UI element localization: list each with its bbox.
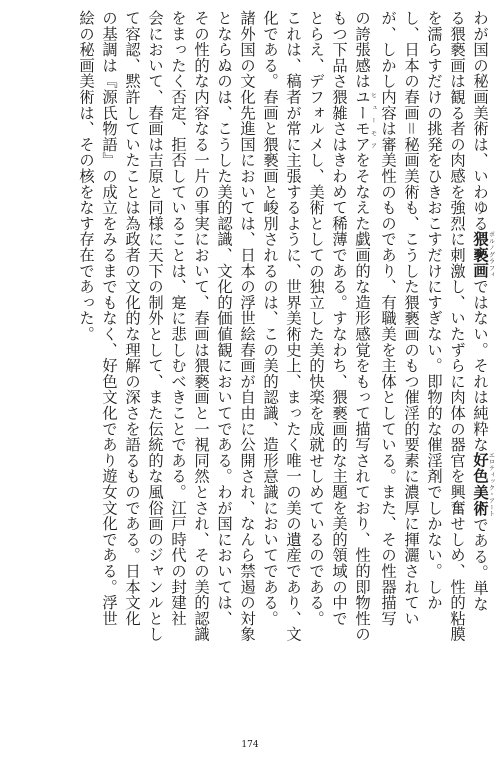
- text-segment: の誇張感は: [353, 10, 371, 89]
- text-line: る猥褻画は観る者の肉感を強烈に刺激し、いたずらに肉体の器官を興奮せしめ、性的粘膜: [448, 10, 466, 642]
- page-number: 174: [241, 740, 259, 750]
- text-line: これは、稿者が常に主張するように、世界美術史上、まったく唯一の美の遺産であり、文: [284, 10, 302, 642]
- keyword-text: ユーモア: [353, 89, 371, 153]
- keyword-pornography: [471, 231, 495, 279]
- text-line: [350, 10, 376, 712]
- text-line: [468, 10, 494, 712]
- text-line: を濡らすだけの挑発をひきおこすだけにすぎない。即物的な催淫剤でしかない。しか: [425, 10, 443, 611]
- text-line: が、しかし内容は審美性のものであり、有職美を主体としている。また、その性器描写: [379, 10, 397, 627]
- text-segment: である。単な: [471, 516, 489, 612]
- text-segment: ではない。それは純粋な: [471, 278, 489, 453]
- text-line: もつ下品さ猥雑さはきわめて稀薄である。すなわち、猥褻画的な主題を美的領域の中で: [330, 10, 348, 627]
- ruby-reading: ヒューモア: [369, 89, 377, 153]
- keyword-humor: [353, 89, 377, 153]
- text-line: とならぬのは、こうした美的認識、文化的価値観においてである。わが国においては、: [215, 10, 233, 627]
- text-line: 絵の秘画美術は、その核をなす存在であった。: [77, 10, 95, 342]
- text-line: て容認、黙許していたことは為政者の文化的な理解の深さを語るものである。日本文化: [123, 10, 141, 627]
- text-line: その性的な内容なる一片の事実において、春画は猥褻画と一視同然とされ、その美的認識: [192, 10, 210, 642]
- text-segment: をそなえた戯画的な造形感覚をもって描写されており、性的即物性の: [353, 152, 371, 643]
- text-line: し、日本の春画＝秘画美術も、こうした猥褻画のもつ催淫的要素に濃厚に揮灑されてい: [402, 10, 420, 627]
- text-line: 会において、春画は吉原と同様に天下の制外として、また伝統的な風俗画のジャンルとし: [146, 10, 164, 642]
- keyword-text: 好色美術: [471, 452, 489, 518]
- text-line: 諸外国の文化先進国においては、日本の浮世絵春画が自由に公開され、なんら禁遏の対象: [238, 10, 256, 642]
- ruby-reading: エロティック・アート: [487, 452, 495, 518]
- text-line: の基調は『源氏物語』の成立をみるまでもなく、好色文化であり遊女文化である。浮世: [100, 10, 118, 627]
- text-line: 化である。春画と猥褻画と峻別されるのは、この美的認識、造形意識においてである。: [261, 10, 279, 627]
- text-segment: わが国の秘画美術は、いわゆる: [471, 10, 489, 232]
- ruby-reading: ポルノグラフィ: [487, 231, 495, 279]
- body-text: [74, 10, 494, 712]
- keyword-erotic-art: [471, 452, 495, 518]
- keyword-text: 猥褻画: [471, 231, 489, 279]
- text-line: をまったく否定、拒否していることは、寔に悲しむべきことである。江戸時代の封建社: [169, 10, 187, 627]
- text-line: とらえ、デフォルメし、美術としての独立した美的快楽を成就せしめているのである。: [307, 10, 325, 627]
